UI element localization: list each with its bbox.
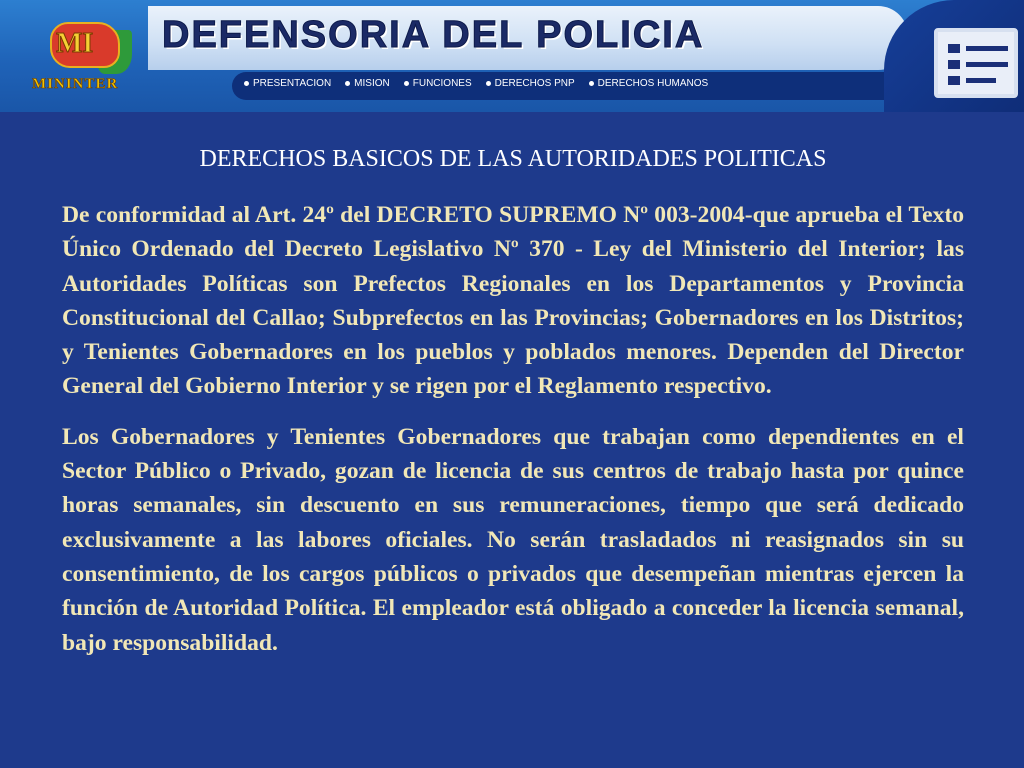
main-nav xyxy=(244,78,708,89)
site-title: DEFENSORIA DEL POLICIA xyxy=(162,14,705,56)
nav-item-label: PRESENTACION xyxy=(253,78,332,89)
list-line xyxy=(966,62,1008,67)
bullet-icon xyxy=(486,81,491,86)
mininter-logo[interactable] xyxy=(32,10,152,104)
list-line xyxy=(966,78,996,83)
list-bullet-icon xyxy=(948,44,960,53)
list-bullet-icon xyxy=(948,60,960,69)
header-banner xyxy=(0,0,1024,112)
list-bullet-icon xyxy=(948,76,960,85)
page-title: DERECHOS BASICOS DE LAS AUTORIDADES POLITICAS xyxy=(199,146,827,172)
nav-item-label: FUNCIONES xyxy=(412,78,472,89)
nav-item-derechos-pnp[interactable] xyxy=(486,78,575,89)
nav-item-presentacion[interactable] xyxy=(244,78,331,89)
nav-item-label: MISION xyxy=(354,78,390,89)
paragraph-1: De conformidad al Art. 24º del DECRETO SUPREMO Nº 003-2004-que aprueba el Texto Único Ordenado del Decreto Legislativo Nº 370 - Ley del Ministerio del Interior; las Autoridades Políticas son Prefectos Regionales en los Departamentos y Provincia Constitucional del Callao; Subprefectos en las Provincias; Gobernadores en los Distritos; y Tenientes Gobernadores en los pueblos y poblados menores. Dependen del Director General del Gobierno Interior y se rigen por el Reglamento respectivo. xyxy=(62,202,964,400)
nav-item-label: DERECHOS PNP xyxy=(494,78,575,89)
list-line xyxy=(966,46,1008,51)
bullet-icon xyxy=(345,81,350,86)
nav-item-mision[interactable] xyxy=(345,78,390,89)
bullet-icon xyxy=(404,81,409,86)
main-content xyxy=(62,112,964,660)
bullet-icon xyxy=(589,81,594,86)
bullet-icon xyxy=(244,81,249,86)
document-list-icon[interactable] xyxy=(934,28,1018,98)
nav-item-label: DERECHOS HUMANOS xyxy=(597,78,709,89)
logo-label: MININTER xyxy=(32,76,119,92)
logo-monogram: MI xyxy=(56,28,94,59)
nav-item-derechos-humanos[interactable] xyxy=(589,78,709,89)
nav-item-funciones[interactable] xyxy=(404,78,472,89)
paragraph-2: Los Gobernadores y Tenientes Gobernadores que trabajan como dependientes en el Sector Público o Privado, gozan de licencia de sus centros de trabajo hasta por quince horas semanales, sin descuento en sus remuneraciones, tiempo que será dedicado exclusivamente a las labores oficiales. No serán trasladados ni reasignados sin su consentimiento, de los cargos públicos o privados que desempeñan mientras ejercen la función de Autoridad Política. El empleador está obligado a conceder la licencia semanal, bajo responsabilidad. xyxy=(62,423,964,656)
